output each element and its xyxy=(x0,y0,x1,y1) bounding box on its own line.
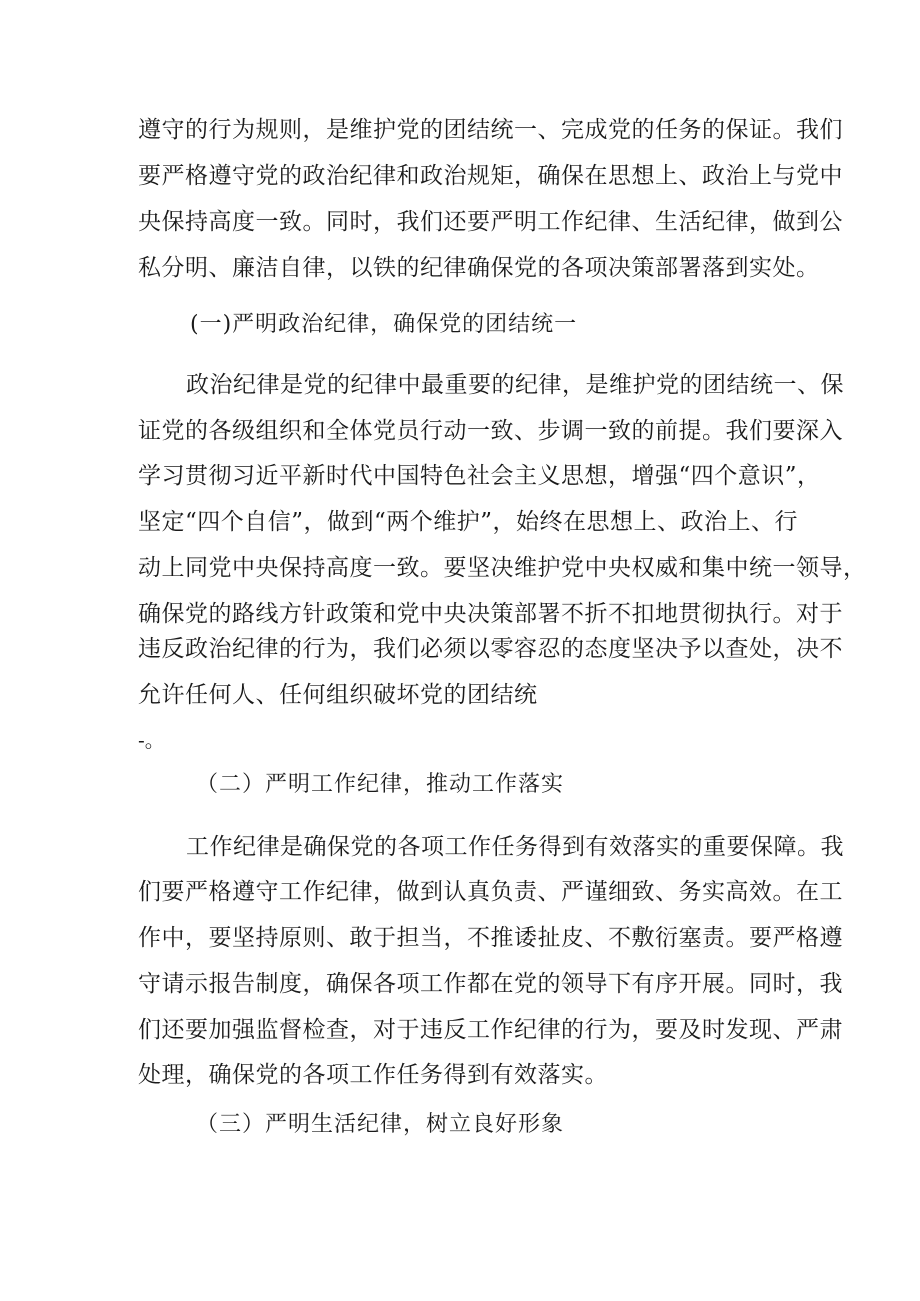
paragraph-line: 工作纪律是确保党的各项工作任务得到有效落实的重要保障。我 xyxy=(186,834,844,860)
section-heading: （三）严明生活纪律，树立良好形象 xyxy=(196,1112,565,1137)
paragraph-line: 作中，要坚持原则、敢于担当，不推诿扯皮、不敷衍塞责。要严格遵 xyxy=(138,925,843,951)
paragraph-line: 学习贯彻习近平新时代中国特色社会主义思想，增强“四个意识”， xyxy=(138,463,821,489)
paragraph-line: 处理，确保党的各项工作任务得到有效落实。 xyxy=(138,1062,608,1088)
paragraph-line: 守请示报告制度，确保各项工作都在党的领导下有序开展。同时，我 xyxy=(138,971,843,997)
paragraph-line: 允许任何人、任何组织破坏党的团结统 xyxy=(138,682,538,708)
paragraph-line: 遵守的行为规则，是维护党的团结统一、完成党的任务的保证。我们 xyxy=(138,117,843,143)
paragraph-line: 要严格遵守党的政治纪律和政治规矩，确保在思想上、政治上与党中 xyxy=(138,163,843,189)
section-heading: (一)严明政治纪律，确保党的团结统一 xyxy=(190,312,578,337)
paragraph-line: 违反政治纪律的行为，我们必须以零容忍的态度坚决予以查处，决不 xyxy=(138,636,843,662)
paragraph-line: 央保持高度一致。同时，我们还要严明工作纪律、生活纪律，做到公 xyxy=(138,209,843,235)
paragraph-line: 们还要加强监督检查，对于违反工作纪律的行为，要及时发现、严肃 xyxy=(138,1017,843,1043)
paragraph-line: 确保党的路线方针政策和党中央决策部署不折不扣地贯彻执行。对于 xyxy=(138,601,843,627)
paragraph-line: 政治纪律是党的纪律中最重要的纪律，是维护党的团结统一、保 xyxy=(186,372,844,398)
paragraph-line: 私分明、廉洁自律，以铁的纪律确保党的各项决策部署落到实处。 xyxy=(138,255,820,281)
paragraph-line: 证党的各级组织和全体党员行动一致、步调一致的前提。我们要深入 xyxy=(138,418,843,444)
paragraph-line: 们要严格遵守工作纪律，做到认真负责、严谨细致、务实高效。在工 xyxy=(138,879,843,905)
section-heading: （二）严明工作纪律，推动工作落实 xyxy=(196,772,565,797)
paragraph-line: 动上同党中央保持高度一致。要坚决维护党中央权威和集中统一领导， xyxy=(138,555,867,581)
paragraph-line: 坚定“四个自信”，做到“两个维护”，始终在思想上、政治上、行 xyxy=(138,509,799,535)
stray-punctuation: -。 xyxy=(138,728,165,752)
